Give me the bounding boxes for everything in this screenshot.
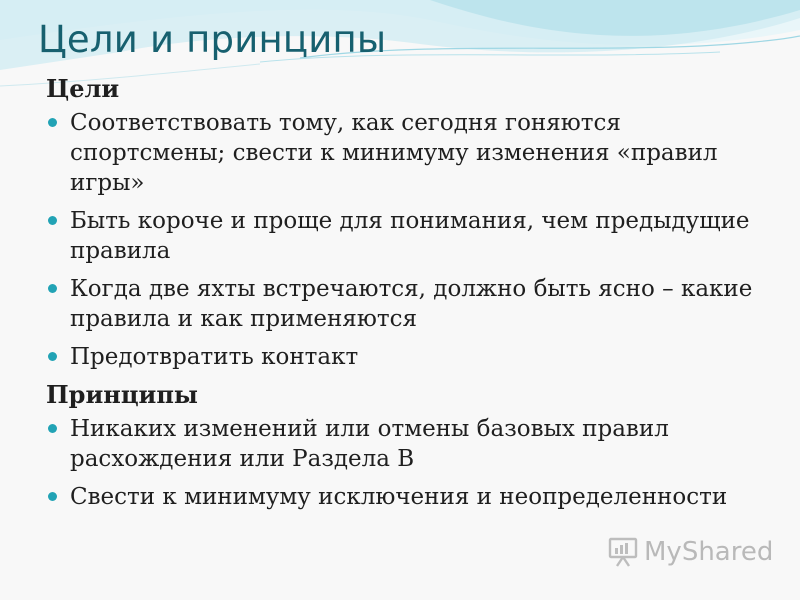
bullet-dot-icon — [48, 492, 57, 501]
list-item — [46, 342, 766, 372]
list-item — [46, 414, 766, 474]
watermark-text: MyShared — [644, 537, 774, 567]
bullet-dot-icon — [48, 424, 57, 433]
goals-list — [46, 108, 766, 372]
list-item-text: Когда две яхты встречаются, должно быть ясно – какие правила и как применяются — [70, 276, 753, 332]
bullet-dot-icon — [48, 352, 57, 361]
list-item — [46, 206, 766, 266]
bullet-dot-icon — [48, 284, 57, 293]
section-heading-goals: Цели — [46, 74, 120, 103]
list-item — [46, 482, 766, 512]
list-item — [46, 108, 766, 198]
presentation-board-icon — [608, 536, 638, 568]
watermark — [608, 536, 773, 568]
bullet-dot-icon — [48, 216, 57, 225]
list-item-text: Быть короче и проще для понимания, чем предыдущие правила — [70, 208, 750, 264]
list-item-text: Никаких изменений или отмены базовых правил расхождения или Раздела В — [70, 416, 669, 472]
list-item-text: Соответствовать тому, как сегодня гоняются спортсмены; свести к минимуму изменения «правил игры» — [70, 110, 718, 196]
list-item-text: Свести к минимуму исключения и неопределенности — [70, 484, 728, 510]
slide-title: Цели и принципы — [38, 18, 387, 61]
principles-list — [46, 414, 766, 512]
list-item — [46, 274, 766, 334]
list-item-text: Предотвратить контакт — [70, 344, 359, 370]
slide-content — [46, 72, 766, 520]
bullet-dot-icon — [48, 118, 57, 127]
section-heading-principles: Принципы — [46, 380, 198, 409]
